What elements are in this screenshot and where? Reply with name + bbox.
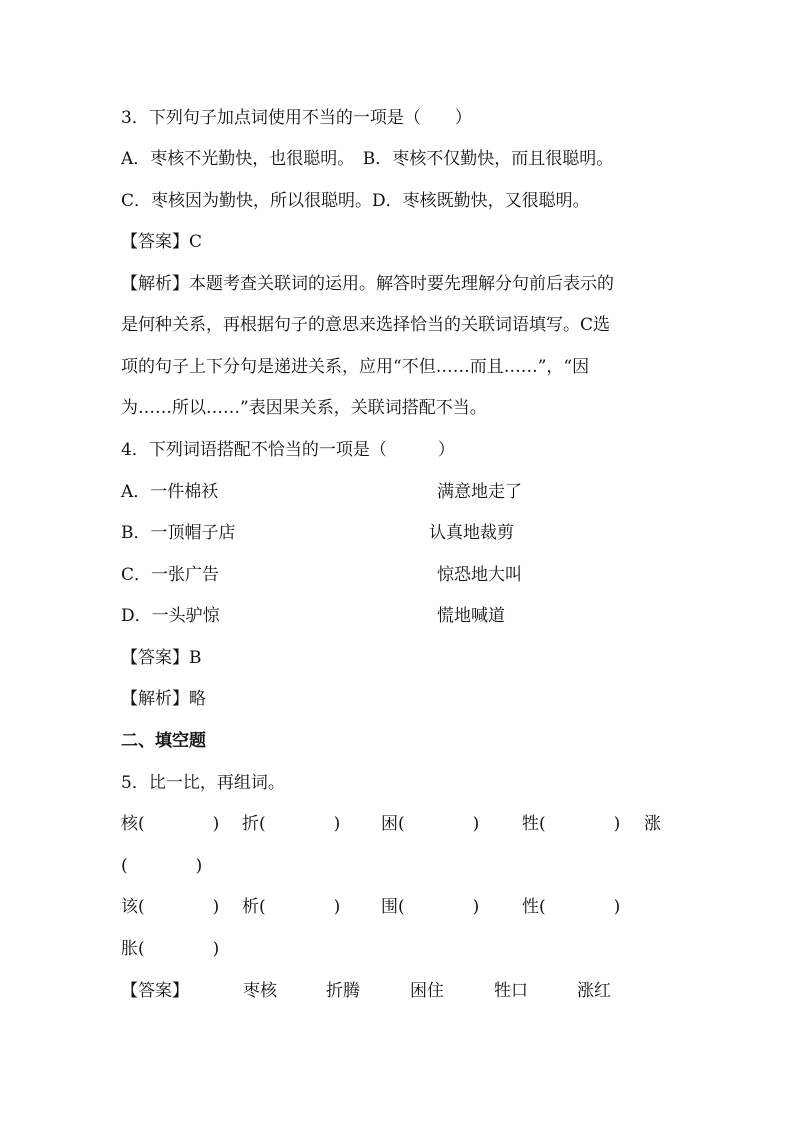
q3-options-cd: C．枣核因为勤快，所以很聪明。D．枣核既勤快，又很聪明。 (121, 191, 590, 211)
q4-option-d-left: D．一头驴惊 (121, 606, 220, 626)
q4-option-b-right: 认真地裁剪 (429, 523, 514, 543)
q5-answer-3: 困住 (410, 981, 444, 1001)
q5-row1-item-4: 牲( ) (522, 814, 621, 834)
q4-option-a-left: A．一件棉袄 (121, 482, 219, 502)
q5-row1-item-5: 涨 (644, 814, 661, 834)
q5-row2-item-2: 析( ) (242, 897, 341, 917)
q5-row1-item-2: 折( ) (242, 814, 341, 834)
q4-option-d-right: 慌地喊道 (437, 606, 505, 626)
q3-analysis-line-1: 【解析】本题考查关联词的运用。解答时要先理解分句前后表示的 (121, 274, 614, 294)
q5-row2-item-3: 围( ) (381, 897, 480, 917)
q3-analysis-line-2: 是何种关系，再根据句子的意思来选择恰当的关联词语填写。C选 (121, 315, 611, 335)
q3-stem: 3．下列句子加点词使用不当的一项是（ ） (121, 108, 472, 128)
q4-option-c-right: 惊恐地大叫 (437, 565, 522, 585)
q5-answer-1: 枣核 (243, 981, 277, 1001)
q5-answer-label: 【答案】 (121, 981, 189, 1001)
q5-row1-wrap: ( ) (121, 856, 203, 876)
q5-row2-item-4: 性( ) (522, 897, 621, 917)
q4-analysis: 【解析】略 (121, 689, 206, 709)
q5-row2-item-1: 该( ) (121, 897, 220, 917)
q3-analysis-line-4: 为……所以……”表因果关系，关联词搭配不当。 (121, 398, 487, 418)
q5-stem: 5．比一比，再组词。 (121, 773, 285, 793)
q3-options-ab: A．枣核不光勤快，也很聪明。 B．枣核不仅勤快，而且很聪明。 (121, 149, 614, 169)
q4-answer: 【答案】B (121, 648, 202, 668)
q4-option-b-left: B．一顶帽子店 (121, 523, 236, 543)
q3-analysis-line-3: 项的句子上下分句是递进关系，应用“不但……而且……”，“因 (121, 357, 590, 377)
q5-row2-wrap: 胀( ) (121, 939, 220, 959)
q4-stem: 4．下列词语搭配不恰当的一项是（ ） (121, 440, 455, 460)
q5-row1-item-3: 困( ) (381, 814, 480, 834)
q3-answer: 【答案】C (121, 232, 203, 252)
q5-answer-4: 牲口 (494, 981, 528, 1001)
q5-answer-5: 涨红 (577, 981, 611, 1001)
q5-row1-item-1: 核( ) (121, 814, 220, 834)
section-title: 二、填空题 (121, 731, 206, 751)
q5-answer-2: 折腾 (326, 981, 360, 1001)
q4-option-c-left: C．一张广告 (121, 565, 220, 585)
q4-option-a-right: 满意地走了 (437, 482, 522, 502)
